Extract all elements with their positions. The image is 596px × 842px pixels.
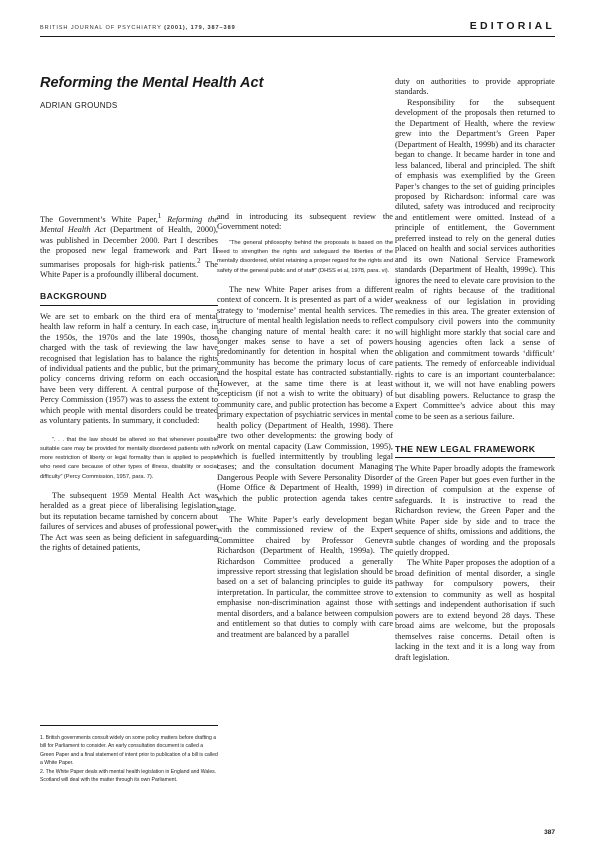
intro-paragraph: The Government’s White Paper,$^1$ Reforming the Mental Health Act (Department of Health, 2000), was published in December 2000. Part I describes the proposed new legal framework and Part II summarises proposals for high-risk patients.$^2$ The White Paper is a profoundly illiberal document.	[40, 213, 219, 279]
column-3	[395, 77, 555, 663]
journal-citation: (2001), 179, 387–389	[164, 25, 236, 31]
paragraph: The subsequent 1959 Mental Health Act was heralded as a great piece of liberalising legislation, but its reputation became tarnished by concern about failures of services and abuses of professional power. The Act was seen as being deficient in safeguarding the rights of detained patients,	[40, 490, 218, 552]
footnote-ref-1: 1	[157, 213, 162, 220]
section-heading-background: BACKGROUND	[40, 291, 218, 305]
footnote-rule	[40, 725, 218, 726]
header-rule	[40, 36, 555, 37]
footnote-1: 1. British governments consult widely on some policy matters before drafting a bill for Parliament to consider. An early consultation document is called a Green Paper and a final statement of intent prior to publication of a bill is called a White Paper.	[40, 735, 218, 767]
footnote-2: 2. The White Paper deals with mental health legislation in England and Wales. Scotland will deal with the matter through its own Parliament.	[40, 768, 217, 784]
journal-name: BRITISH JOURNAL OF PSYCHIATRY	[40, 25, 162, 31]
section-label: EDITORIAL	[469, 20, 555, 32]
article-title: Reforming the Mental Health Act	[40, 75, 264, 91]
paragraph: The new White Paper arises from a different context of concern. It is presented as part of a wider strategy to ‘modernise’ mental health services. The structure of mental health legislation needs to reflect the changing nature of mental health care: it no longer makes sense to have a set of powers predominantly for detention in hospital when the community has become the primary locus of care and the hospital estate has contracted substantially. However, at the same time there is at least scepticism (if not a wish to write the obituary) of community care, and public protection has become a primary expectation of psychiatric services in mental health policy (Department of Health, 1998). There are two other developments: the growing body of work on mental capacity (Law Commission, 1995), which is fuelled intermittently by troubling legal cases; and the consultation document Managing Dangerous People with Severe Personality Disorder (Home Office & Department of Health, 1999) in which the public protection agenda takes centre stage.	[217, 284, 394, 514]
paragraph: and in introducing its subsequent review the Government noted:	[217, 212, 393, 232]
footnotes	[40, 734, 218, 784]
column-2	[217, 212, 393, 640]
white-paper-title: Reforming the Mental Health Act	[40, 214, 218, 235]
paragraph: We are set to embark on the third era of mental health law reform in half a century. In each case, in the 1950s, the 1970s and the late 1990s, those charged with the task of reviewing the law have recognised that legislation has to balance the rights of individual patients and the public, but the primary policy concerns driving reform on each occasion have been very different. A central purpose of the Percy Commission (1957) was to assess the extent to which people with mental disorders could be treated as voluntary patients. In summary, it concluded:	[40, 311, 218, 426]
block-quote: “The general philosophy behind the proposals is based on the need to strengthen the rights and safeguard the liberties of the mentally disordered, whilst retaining a proper regard for the rights and safety of the general public and of staff” (DHSS et al, 1978, para. vi).	[217, 239, 393, 274]
section-heading-new-legal-framework: THE NEW LEGAL FRAMEWORK	[395, 444, 555, 458]
page-number: 387	[544, 829, 555, 836]
paragraph: Responsibility for the subsequent development of the proposals then returned to the Department of Health, where the review grew into the Department’s Green Paper (Department of Health, 1999b) and its character began to change. It became harder in tone and less balanced, liberal and principled. The shift of emphasis was exemplified by the Green Paper’s changes to the set of guiding principles proposed by Richardson: informal care was diluted, safety was introduced and reciprocity and entitlement were omitted. Instead of a principle of entitlement, the Government preferred instead to rely on the general duties placed on health and social services authorities and its own National Service Framework standards (Department of Health, 1999c). This ignores the need to elevate care provision to the realm of rights because of the traditional weakness of our legislation in providing remedies in this area. The greater extension of compulsory civil powers into the community will highlight more starkly that social care and housing agencies often lack a sense of obligation and commitment towards ‘difficult’ patients. The remedy of enforceable individual rights to care is an important counterbalance: without it, we will not have enabling powers but disabling powers. Reluctance to grasp the Expert Committee’s advice about this may come to be seen as a serious failure.	[395, 97, 555, 421]
paragraph: The White Paper broadly adopts the framework of the Green Paper but goes even further in the direction of compulsion at the expense of safeguards. It is instructive to read the Richardson review, the Green Paper and the White Paper side by side and to trace the sequence of shifts, omissions and additions, the subtle changes of wording and the proposals quietly dropped.	[395, 464, 555, 558]
paragraph: The White Paper’s early development began with the commissioned review of the Expert Committee chaired by Professor Genevra Richardson (Department of Health, 1999a). The Richardson Committee produced a generally impressive report stressing that legislation should be based on a set of balancing principles to guide its interpretation. In particular, the committee strove to emphasise non-discrimination against those with mental disorders, and a balance between compulsion and entitlement so that duties to comply with care and treatment are balanced by a parallel	[217, 514, 393, 639]
article-author: ADRIAN GROUNDS	[40, 101, 118, 110]
paragraph: duty on authorities to provide appropriate standards.	[395, 77, 555, 97]
column-1	[40, 212, 218, 553]
paragraph: The White Paper proposes the adoption of a broad definition of mental disorder, a single pathway for compulsory powers, their extension to community as well as hospital settings and independent authorisation if such powers are to extend beyond 28 days. These broad aims are welcome, but the proposals themselves raise concerns. Detail often is lacking in the text and it is a long way from draft legislation.	[395, 558, 555, 662]
footnote-ref-2: 2	[197, 257, 201, 265]
block-quote: “. . . that the law should be altered so that whenever possible suitable care may be provided for mentally disordered patients with no more restriction of liberty or legal formality than is applied to people who need care because of other types of illness, disability or social difficulty” (Percy Commission, 1957, para. 7).	[40, 436, 218, 480]
running-header	[40, 25, 236, 31]
